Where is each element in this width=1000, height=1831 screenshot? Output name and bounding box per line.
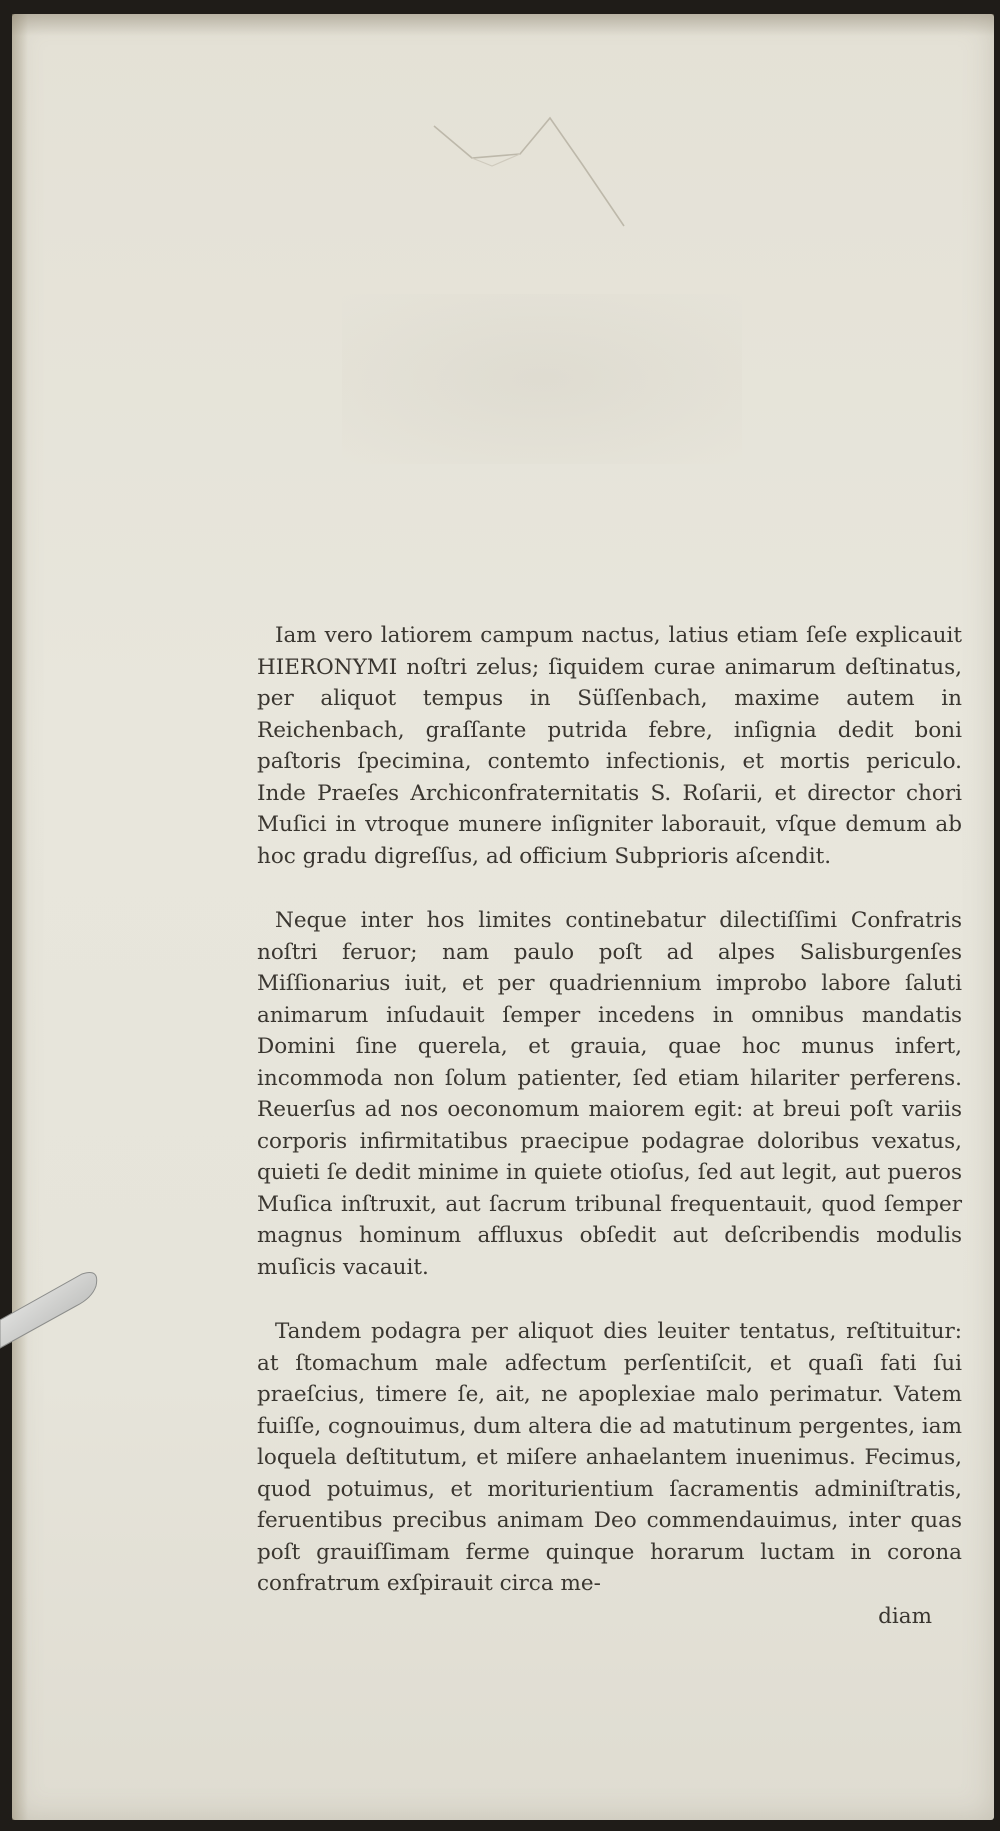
show-through-area xyxy=(342,294,742,464)
letter-opener-icon xyxy=(0,1262,110,1352)
paper-fold-mark xyxy=(432,106,642,246)
page-top-shadow xyxy=(12,14,994,36)
page-edge-shadow xyxy=(12,14,28,1820)
document-page xyxy=(12,14,994,1820)
paragraph-2: Neque inter hos limites continebatur dilectiſſimi Confratris noſtri feruor; nam paulo poſt ad alpes Salisburgenſes Miſſionarius iuit, et per quadriennium improbo labore ſaluti animarum inſudauit ſemper incedens in omnibus mandatis Domini ſine querela, et grauia, quae hoc munus infert, incommoda non ſolum patienter, ſed etiam hilariter perferens. Reuerſus ad nos oeconomum maiorem egit: at breui poſt variis corporis infirmitatibus praecipue podagrae doloribus vexatus, quieti ſe dedit minime in quiete otioſus, ſed aut legit, aut pueros Muſica inſtruxit, aut ſacrum tribunal frequentauit, quod ſemper magnus hominum affluxus obſedit aut deſcribendis modulis muſicis vacauit. xyxy=(257,908,962,1280)
paragraph-1: Iam vero latiorem campum nactus, latius etiam ſeſe explicauit HIERONYMI noſtri zelus; ſiquidem curae animarum deſtinatus, per aliquot tempus in Süſſenbach, maxime autem in Reichenbach, graſſante putrida febre, inſignia dedit boni paſtoris ſpecimina, contemto infectionis, et mortis periculo. Inde Praeſes Archiconfraternitatis S. Roſarii, et director chori Muſici in vtroque munere inſigniter laborauit, vſque demum ab hoc gradu digreſſus, ad officium Subprioris aſcendit. xyxy=(257,623,962,869)
body-text xyxy=(257,620,962,1632)
catchword: diam xyxy=(878,1603,932,1629)
paragraph-3: Tandem podagra per aliquot dies leuiter tentatus, reſtituitur: at ſtomachum male adfectum perſentiſcit, et quaſi fati ſui praeſcius, timere ſe, ait, ne apoplexiae malo perimatur. Vatem fuiſſe, cognouimus, dum altera die ad matutinum pergentes, iam loquela deſtitutum, et miſere anhaelantem inuenimus. Fecimus, quod potuimus, et moriturientium ſacramentis adminiſtratis, feruentibus precibus animam Deo commendauimus, inter quas poſt grauiſſimam ferme quinque horarum luctam in corona confratrum exſpirauit circa me- xyxy=(257,1319,962,1596)
